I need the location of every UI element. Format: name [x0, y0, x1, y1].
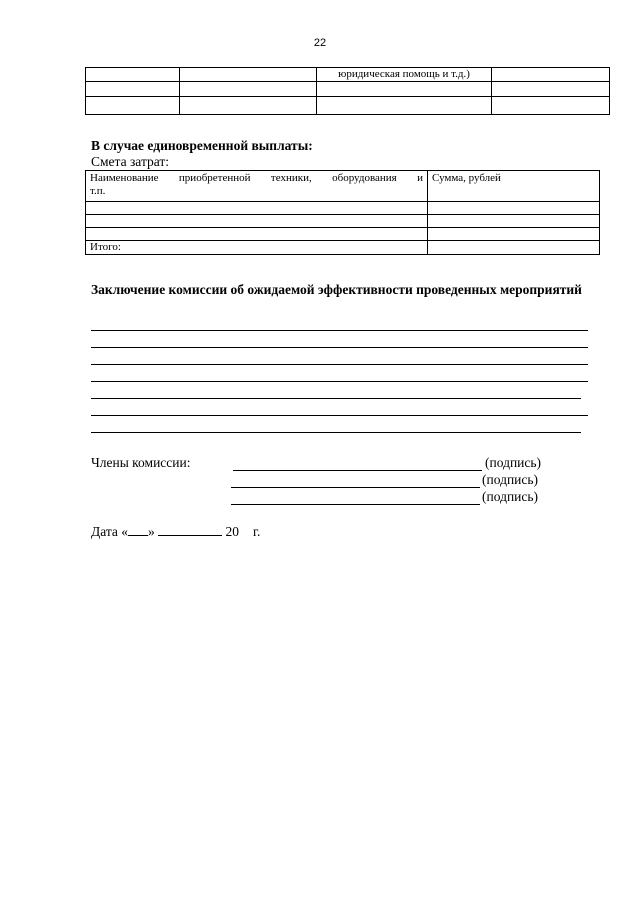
table-cell	[86, 68, 180, 82]
estimate-label: Смета затрат:	[91, 154, 170, 169]
table-cell	[180, 68, 317, 82]
conclusion-line	[91, 347, 588, 348]
signature-line	[231, 487, 480, 488]
table-cell	[180, 97, 317, 115]
month-blank	[158, 523, 222, 536]
day-blank	[128, 523, 148, 536]
total-label: Итого:	[86, 241, 428, 255]
year-prefix: 20	[225, 524, 240, 539]
page-number: 22	[313, 37, 327, 49]
conclusion-title: Заключение комиссии об ожидаемой эффективности проведенных мероприятий	[91, 282, 582, 297]
table-cell	[86, 202, 428, 215]
table-row	[86, 202, 600, 215]
conclusion-line	[91, 415, 588, 416]
total-row	[86, 241, 600, 255]
date-prefix: Дата «	[91, 524, 129, 539]
signature-label: (подпись)	[482, 489, 539, 504]
table-cell	[492, 68, 610, 82]
conclusion-line	[91, 398, 581, 399]
header-name-line1: Наименование приобретенной техники, оборудования и	[90, 172, 423, 184]
table-cell	[317, 82, 492, 97]
signature-line	[231, 504, 480, 505]
header-sum-cell: Сумма, рублей	[428, 171, 600, 202]
estimate-table	[85, 170, 600, 255]
conclusion-line	[91, 330, 588, 331]
table-cell	[86, 215, 428, 228]
table-header-row	[86, 171, 600, 202]
commission-members-label: Члены комиссии:	[91, 455, 191, 470]
signature-label: (подпись)	[485, 455, 542, 470]
signature-label: (подпись)	[482, 472, 539, 487]
conclusion-line	[91, 432, 581, 433]
table-row	[86, 215, 600, 228]
table-row	[86, 228, 600, 241]
table-cell	[317, 97, 492, 115]
table-cell	[428, 215, 600, 228]
table-cell: юридическая помощь и т.д.)	[317, 68, 492, 82]
table-cell	[428, 202, 600, 215]
lump-sum-title: В случае единовременной выплаты:	[91, 138, 313, 153]
table-cell	[428, 228, 600, 241]
table-cell	[492, 82, 610, 97]
table-cell	[86, 82, 180, 97]
total-value-cell	[428, 241, 600, 255]
signature-line	[233, 470, 482, 471]
conclusion-line	[91, 381, 588, 382]
date-row	[91, 523, 260, 540]
continuation-table	[85, 67, 610, 115]
header-name-cell	[86, 171, 428, 202]
date-mid: »	[148, 524, 155, 539]
table-row	[86, 68, 610, 82]
table-cell	[86, 97, 180, 115]
conclusion-line	[91, 364, 588, 365]
table-cell	[86, 228, 428, 241]
table-cell	[492, 97, 610, 115]
date-suffix: г.	[253, 524, 261, 539]
table-row	[86, 97, 610, 115]
table-cell	[180, 82, 317, 97]
header-name-line2: т.п.	[90, 185, 106, 197]
table-row	[86, 82, 610, 97]
